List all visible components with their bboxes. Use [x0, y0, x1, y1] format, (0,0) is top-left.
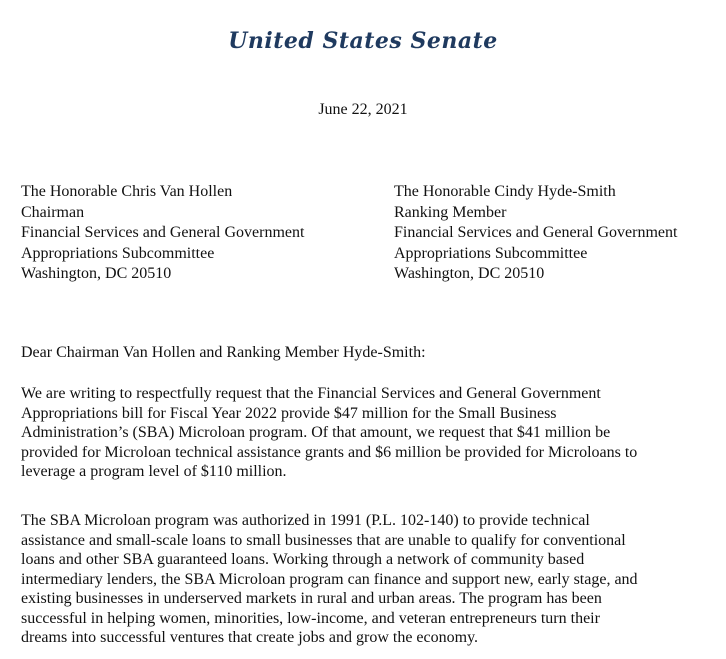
paragraph-line: loans and other SBA guaranteed loans. Working through a network of community based	[21, 551, 585, 568]
recipient-name: The Honorable Chris Van Hollen	[21, 183, 233, 200]
recipient-city: Washington, DC 20510	[21, 265, 172, 282]
letterhead-title: United States Senate	[228, 28, 498, 54]
recipient-title: Chairman	[21, 203, 85, 221]
paragraph-line: Administration’s (SBA) Microloan program. Of that amount, we request that $41 million be	[21, 424, 611, 441]
recipient-title: Ranking Member	[394, 203, 507, 221]
recipient-subcommittee: Appropriations Subcommittee	[394, 244, 588, 262]
recipient-name: The Honorable Cindy Hyde-Smith	[394, 183, 616, 200]
salutation: Dear Chairman Van Hollen and Ranking Member Hyde-Smith:	[21, 344, 426, 361]
recipient-committee: Financial Services and General Government	[394, 224, 678, 241]
recipient-subcommittee: Appropriations Subcommittee	[21, 244, 215, 262]
paragraph-line: existing businesses in underserved markets in rural and urban areas. The program has been	[21, 590, 602, 607]
paragraph-line: Appropriations bill for Fiscal Year 2022 provide $47 million for the Small Business	[21, 404, 557, 422]
recipient-committee: Financial Services and General Government	[21, 224, 305, 241]
paragraph-line: intermediary lenders, the SBA Microloan program can finance and support new, early stage, and	[21, 570, 638, 588]
paragraph-line: leverage a program level of $110 million.	[21, 463, 287, 480]
letter-date: June 22, 2021	[318, 101, 408, 118]
body-paragraph-program-background	[21, 511, 638, 648]
recipient-address-chairman	[21, 182, 304, 285]
body-paragraph-request	[21, 384, 637, 482]
paragraph-line: We are writing to respectfully request that the Financial Services and General Government	[21, 385, 601, 402]
paragraph-line: dreams into successful ventures that create jobs and grow the economy.	[21, 629, 479, 646]
paragraph-line: The SBA Microloan program was authorized in 1991 (P.L. 102-140) to provide technical	[21, 512, 590, 529]
recipient-address-ranking-member	[394, 182, 677, 285]
paragraph-line: assistance and small-scale loans to small businesses that are unable to qualify for conventional	[21, 531, 626, 549]
recipient-city: Washington, DC 20510	[394, 265, 545, 282]
paragraph-line: successful in helping women, minorities, low-income, and veteran entrepreneurs turn their	[21, 609, 600, 627]
paragraph-line: provided for Microloan technical assistance grants and $6 million be provided for Microloans to	[21, 443, 638, 461]
